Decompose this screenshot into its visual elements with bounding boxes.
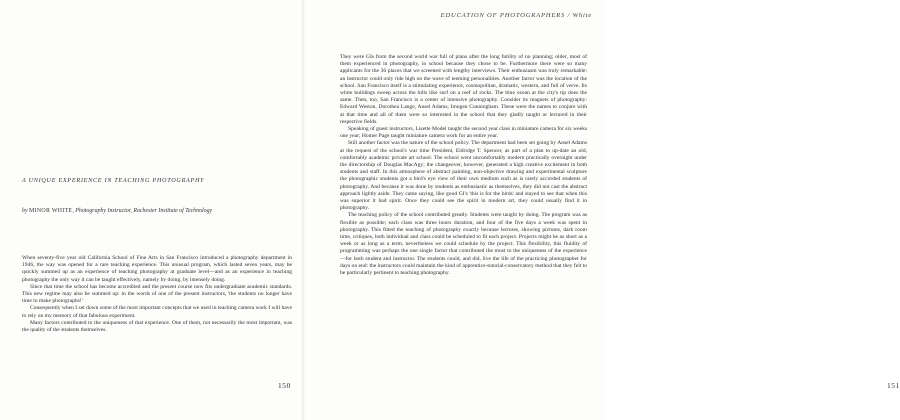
paragraph: Speaking of guest instructors, Lisette Model taught the second year class in miniature camera for six weeks one year; Homer Page taught miniature camera work for an entire year.: [340, 126, 587, 140]
paragraph: They were GIs from the second world war full of plans after the long futility of no planning; older, most of them experienced in photography, in school because they chose to be. Furthermore there were so many applicants for the 36 places that we screened with lengthy interviews. Their enthusiasm was truly remarkable: an instructor could only ride high on the wave of teeming personalities. Another factor was the location of the school. San Francisco itself is a stimulating experience, cosmopolitan, dramatic, western, and full of verve. Its white buildings sweep across the hills like surf on a reef of rocks. The blue ocean at the city's tip does the same. Then, too, San Francisco is a center of intensive photography. Consider its magnets of photography: Edward Weston, Dorothea Lange, Ansel Adams, Imogen Cunningham. These were the names to conjure with at that time and all of them were so interested in the school that they gladly taught or lectured in their respective fields.: [340, 54, 587, 125]
running-head: EDUCATION OF PHOTOGRAPHERS / White: [440, 12, 592, 19]
right-column-text: [340, 54, 587, 277]
paragraph: Consequently when I set down some of the most important concepts that we used in teaching camera work I will have to rely on my memory of that fabulous experiment.: [22, 305, 292, 319]
author-affiliation: , Photography Instructor, Rochester Institute of Technology: [72, 208, 213, 214]
paragraph: Since that time the school has become accredited and the present course now fits undergraduate academic standards. This new regime may also be summed up: in the words of one of the present instructors, 'the students no longer have time to make photographs!': [22, 283, 292, 305]
byline-prefix: by: [22, 208, 28, 214]
author-name: MINOR WHITE: [29, 208, 73, 214]
byline: [22, 208, 212, 214]
page-number-left: 150: [278, 381, 291, 390]
paragraph: The teaching policy of the school contributed greatly. Students were taught by doing. The program was as flexible as possible; each class was three hours duration, and four of the five days a week was spent in photography. This fitted the teaching of photography exactly because lectures, showing pictures, dark room time, critiques, both individual and class could be scheduled to fit each project. Projects might be as short as a week or as long as a term, nevertheless we could schedule by the project. This flexibility, this fluidity of programming was perhaps the one single factor that contributed the most to the uniqueness of the experience—for both student and instructor. The students could, and did, live the life of the practicing photographer for days on end: the instructors could maintain the kind of apprentice-tutorial-conservatory method that they felt to be particularly pertinent to teaching photography.: [340, 212, 587, 277]
paragraph: Still another factor was the nature of the school policy. The department had been set going by Ansel Adams at the request of the school's war time President, Eldridge T. Spencer, as part of a plan to up-date an old, comfortably academic private art school. The school went uncomfortably modern practically overnight under the directorship of Douglas MacAgy; the changeover, however, generated a high creative excitement in both students and staff. In this atmosphere of abstract painting, non-objective drawing and experimental sculpture the photographic students got a bird's eye view of their own medium such as is rarely accorded students of photography. And because it was done by students as enthusiastic as themselves, they did not cast the abstract approach lightly aside. They came saying, like good GI's 'this is for the birds' and stayed to see that when this was superior it had spirit. Once they could see the spirit in modern art, they could usually find it in photography.: [340, 140, 587, 212]
left-column-text: [22, 255, 292, 334]
left-page: [0, 0, 303, 420]
paragraph: Many factors contributed to the uniqueness of that experience. One of them, not necessarily the most important, was the quality of the students themselves.: [22, 319, 292, 334]
article-title: A UNIQUE EXPERIENCE IN TEACHING PHOTOGRAPHY: [22, 177, 205, 184]
paragraph: When seventy-five year old California School of Fine Arts in San Francisco introduced a photography department in 1946, the way was opened for a rare teaching experience. This unusual program, which lasted seven years, may be quickly summed up as an experience of teaching photography at graduate level—and as an experience in teaching photography the only way it can be taught effectively, namely by doing, by intensely doing.: [22, 255, 292, 283]
page-number-right: 151: [887, 381, 900, 390]
